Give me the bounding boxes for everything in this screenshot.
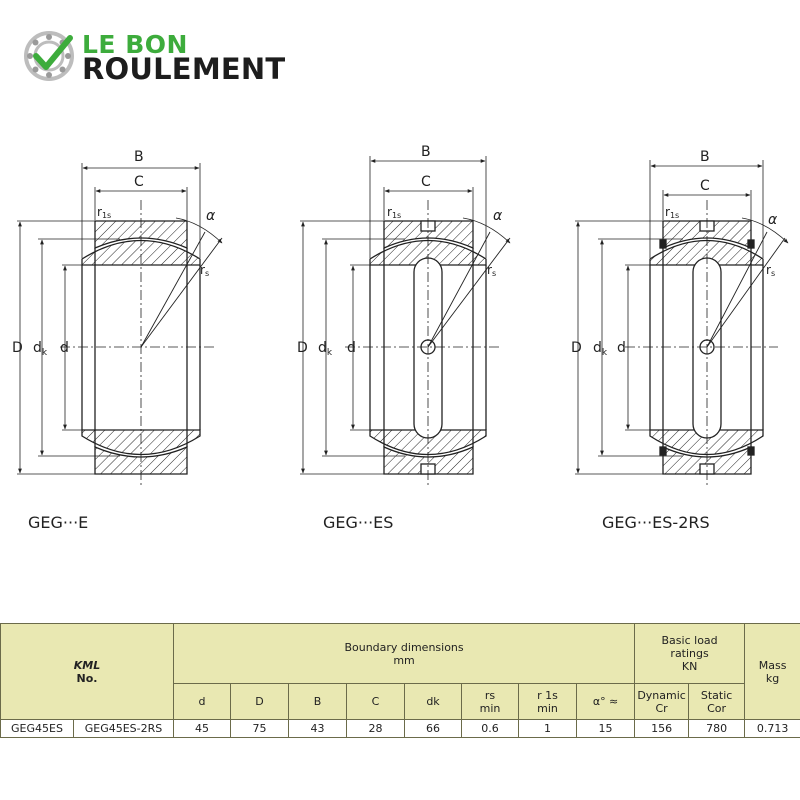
spec-table [0,623,800,738]
cell-r1s: 1 [519,720,577,738]
col-alpha: α° ≈ [577,684,635,720]
brand-line1: LE BON [82,30,188,59]
col-D: D [231,684,289,720]
col-rs: rs min [462,684,519,720]
load-ratings-header: Basic load ratings KN [635,624,745,684]
label-rs: rs [487,263,497,278]
model-label-geg-e: GEG···E [28,513,89,532]
col-B: B [289,684,347,720]
label-C: C [700,178,710,194]
brand-line2: ROULEMENT [82,52,286,86]
part-number-header [1,624,174,720]
label-C: C [421,174,431,190]
cell-D: 75 [231,720,289,738]
cell-mass: 0.713 [745,720,800,738]
cell-dynamic: 156 [635,720,689,738]
cell-dk: 66 [405,720,462,738]
label-D: D [12,340,23,356]
cell-C: 28 [347,720,405,738]
bearing-drawings [0,130,800,550]
col-dynamic: Dynamic Cr [635,684,689,720]
table-row [1,720,800,738]
brand-logo [24,28,304,88]
cell-part2: GEG45ES-2RS [74,720,174,738]
label-alpha: α [493,208,503,224]
label-B: B [700,149,710,165]
label-D: D [571,340,582,356]
mass-header: Mass kg [745,624,800,720]
label-d: d [617,340,626,356]
drawing-geg-e [17,163,222,485]
drawing-geg-es [300,156,510,485]
cell-alpha: 15 [577,720,635,738]
bearing-check-icon [24,28,76,84]
label-dk: $d_k$ [33,340,48,358]
label-B: B [421,144,431,160]
label-alpha: α [206,208,216,224]
label-d: d [60,340,69,356]
cell-static: 780 [689,720,745,738]
label-d: d [347,340,356,356]
cell-B: 43 [289,720,347,738]
label-dk: $d_k$ [318,340,333,358]
label-D: D [297,340,308,356]
col-dk: dk [405,684,462,720]
label-dk: $d_k$ [593,340,608,358]
label-alpha: α [768,212,778,228]
cell-d: 45 [174,720,231,738]
label-r1s: r1s [387,205,402,220]
label-B: B [134,149,144,165]
drawing-geg-es-2rs [575,160,788,485]
model-label-geg-es: GEG···ES [323,513,394,532]
label-rs: rs [766,263,776,278]
label-r1s: r1s [97,205,112,220]
col-r1s: r 1s min [519,684,577,720]
col-C: C [347,684,405,720]
label-C: C [134,174,144,190]
col-d: d [174,684,231,720]
no-label: No. [76,671,98,685]
cell-rs: 0.6 [462,720,519,738]
cell-part1: GEG45ES [1,720,74,738]
label-r1s: r1s [665,205,680,220]
kml-label: KML [73,658,101,672]
model-label-geg-es-2rs: GEG···ES-2RS [602,513,710,532]
boundary-dimensions-header: Boundary dimensions mm [174,624,635,684]
col-static: Static Cor [689,684,745,720]
label-rs: rs [200,263,210,278]
